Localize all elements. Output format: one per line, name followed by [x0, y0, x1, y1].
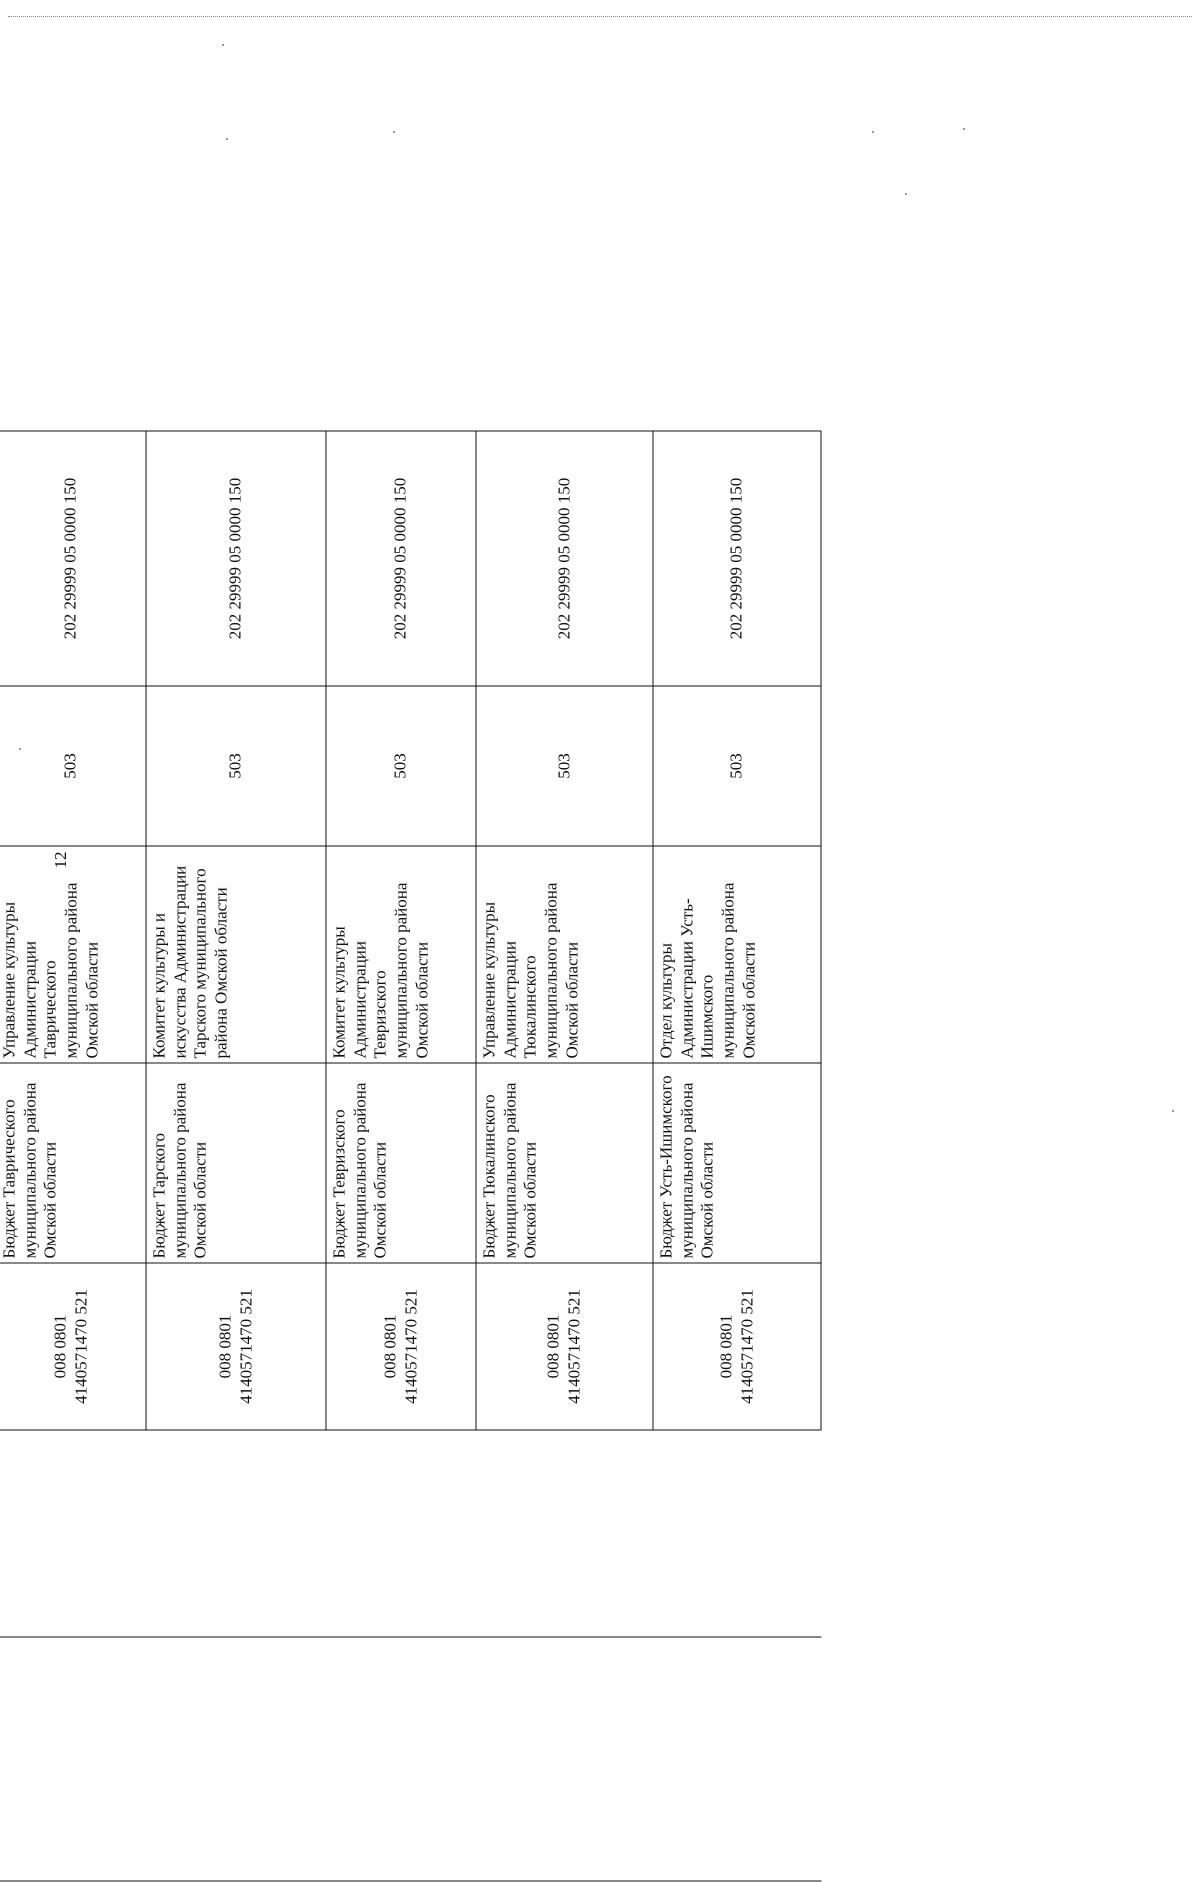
- scan-speck: [872, 131, 874, 133]
- budget-code-cell: [0, 1263, 146, 1430]
- income-code-cell: 202 29999 05 0000 150: [476, 431, 653, 686]
- empty-cell: [0, 1637, 146, 1881]
- empty-cell: [476, 1637, 653, 1881]
- admin-code-cell: 503: [326, 686, 476, 846]
- income-code-cell: 202 29999 05 0000 150: [0, 431, 146, 686]
- table-row: [146, 431, 326, 1881]
- empty-cell: [0, 1430, 146, 1637]
- scan-speck: [226, 138, 228, 140]
- budget-name-cell: Бюджет Тюкалинского муниципального района Омской области: [476, 1063, 653, 1263]
- budget-code-cell: [653, 1263, 821, 1430]
- budget-code-line: 4140571470 521: [564, 1289, 584, 1404]
- administrator-cell: Управление культуры Администрации Тюкалинского муниципального района Омской области: [476, 846, 653, 1063]
- budget-code-cell: [326, 1263, 476, 1430]
- budget-code-cell: [146, 1263, 326, 1430]
- rotated-table-frame: [0, 432, 820, 1882]
- admin-code-cell: 503: [146, 686, 326, 846]
- budget-code-line: 4140571470 521: [401, 1289, 420, 1404]
- budget-code-line: 008 0801: [543, 1314, 563, 1379]
- admin-code-cell: 503: [653, 686, 821, 846]
- budget-code-cell: [476, 1263, 653, 1430]
- budget-name-cell: Бюджет Тарского муниципального района Омской области: [146, 1063, 326, 1263]
- data-table: [0, 431, 822, 1882]
- administrator-cell: Управление культуры Администрации Таврического муниципального района Омской области: [0, 846, 146, 1063]
- income-code-cell: 202 29999 05 0000 150: [146, 431, 326, 686]
- scan-edge-line: [8, 16, 1192, 17]
- administrator-cell: Отдел культуры Администрации Усть-Ишимского муниципального района Омской области: [653, 846, 821, 1063]
- budget-code-line: 008 0801: [50, 1314, 70, 1379]
- budget-code-line: 008 0801: [215, 1314, 235, 1379]
- empty-cell: [146, 1430, 326, 1637]
- scan-speck: [905, 193, 907, 195]
- budget-code-line: 008 0801: [380, 1314, 400, 1379]
- table-row: [326, 431, 476, 1881]
- scan-speck: [963, 128, 965, 130]
- administrator-cell: Комитет культуры Администрации Тевризского муниципального района Омской области: [326, 846, 476, 1063]
- income-code-cell: 202 29999 05 0000 150: [326, 431, 476, 686]
- admin-code-cell: 503: [476, 686, 653, 846]
- budget-name-cell: Бюджет Таврического муниципального района Омской области: [0, 1063, 146, 1263]
- admin-code-cell: 503: [0, 686, 146, 846]
- empty-cell: [146, 1637, 326, 1881]
- budget-code-line: 4140571470 521: [71, 1289, 90, 1404]
- scan-speck: [1172, 1110, 1174, 1112]
- scan-speck: [222, 44, 224, 46]
- budget-name-cell: Бюджет Тевризского муниципального района Омской области: [326, 1063, 476, 1263]
- income-code-cell: 202 29999 05 0000 150: [653, 431, 821, 686]
- empty-cell: [326, 1430, 476, 1637]
- budget-code-line: 4140571470 521: [236, 1289, 255, 1404]
- table-row: [476, 431, 653, 1881]
- budget-name-cell: Бюджет Усть-Ишимского муниципального района Омской области: [653, 1063, 821, 1263]
- empty-cell: [653, 1430, 821, 1637]
- administrator-cell: Комитет культуры и искусства Администрации Тарского муниципального района Омской области: [146, 846, 326, 1063]
- table-row: [0, 431, 146, 1881]
- budget-code-line: 008 0801: [716, 1314, 736, 1379]
- empty-cell: [476, 1430, 653, 1637]
- empty-cell: [653, 1637, 821, 1881]
- budget-code-line: 4140571470 521: [737, 1289, 756, 1404]
- empty-cell: [326, 1637, 476, 1881]
- scan-speck: [393, 131, 395, 133]
- table-row: [653, 431, 821, 1881]
- page-number: 12: [51, 851, 70, 869]
